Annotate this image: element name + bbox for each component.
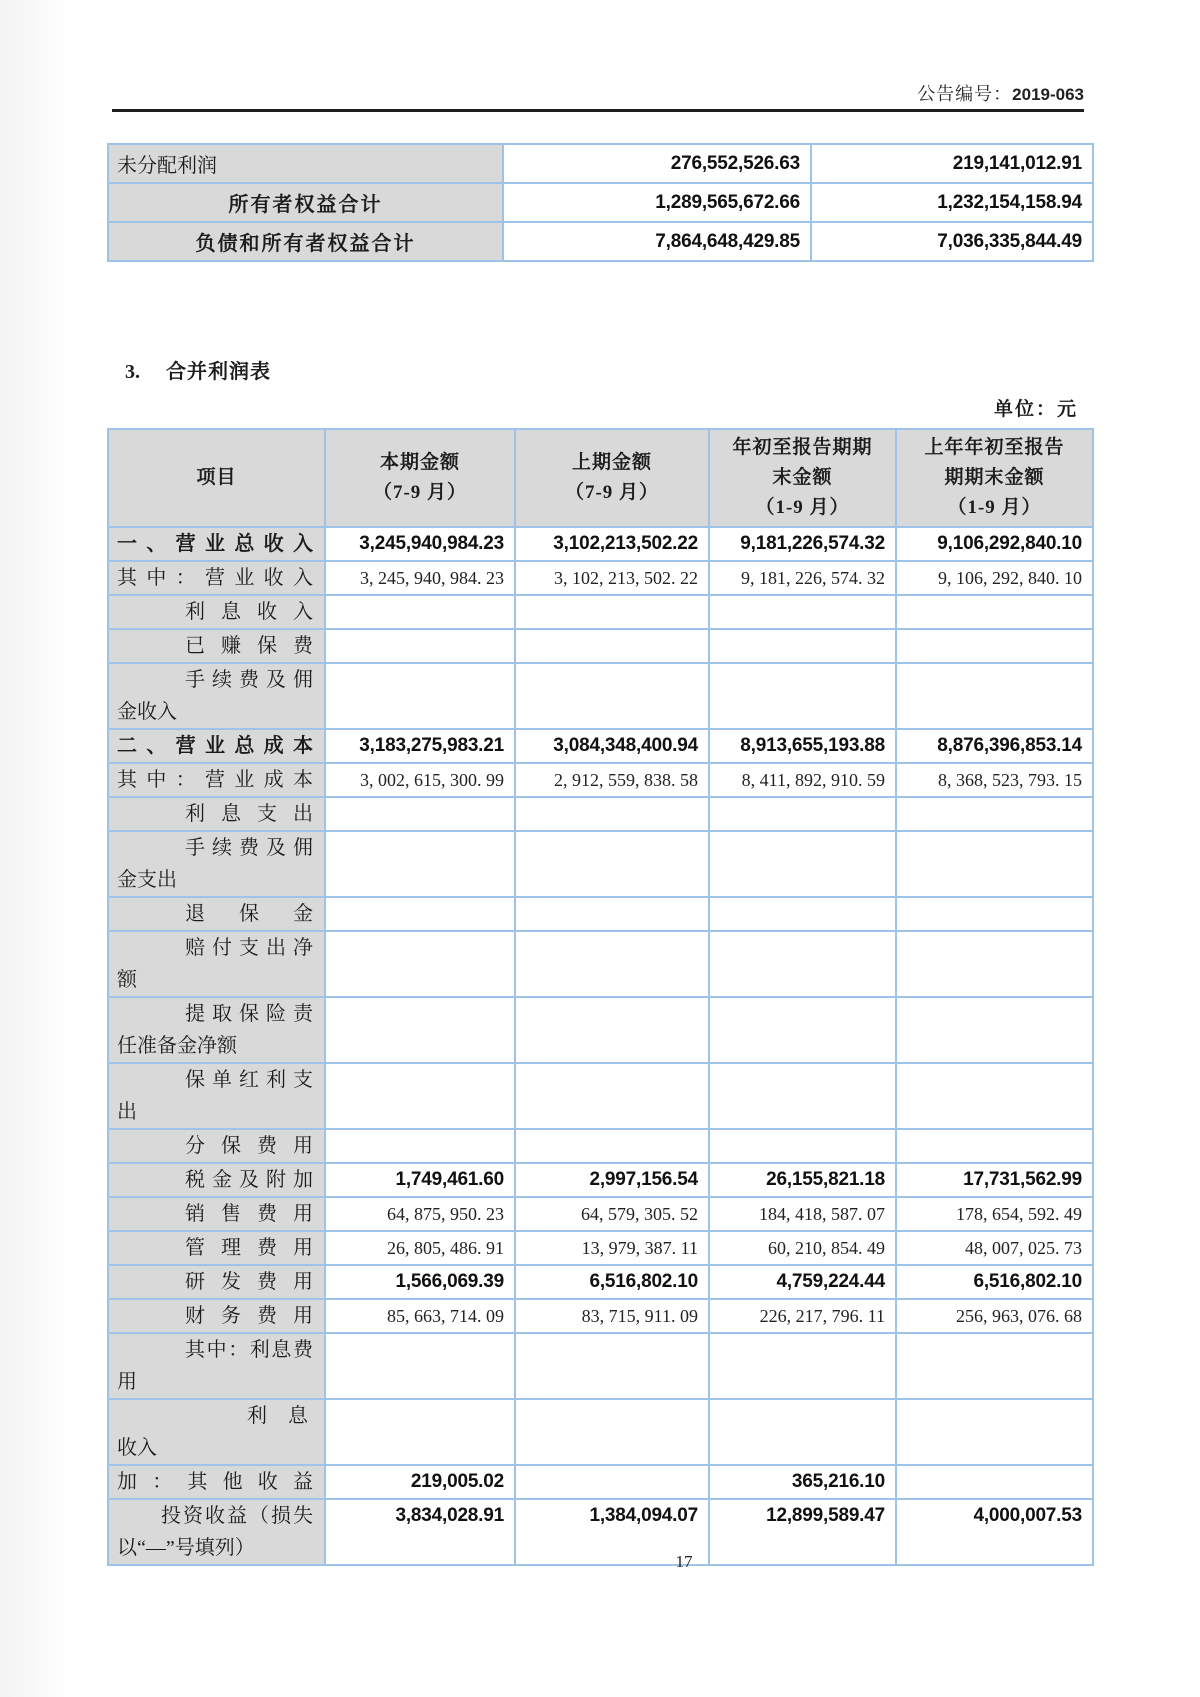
item-label-line: 退保金 [185,903,313,925]
value-cell [709,663,896,729]
value-cell: 2, 912, 559, 838. 58 [515,763,709,797]
item-label [108,763,325,797]
item-label [108,1231,325,1265]
item-label [108,1129,325,1163]
table-row [108,1399,1093,1465]
value-cell [896,595,1093,629]
value-cell [896,1399,1093,1465]
item-label [108,663,325,729]
value-cell: 226, 217, 796. 11 [709,1299,896,1333]
column-header-line: （7-9 月） [564,482,660,503]
table-row [108,1163,1093,1197]
item-label [108,1399,325,1465]
value-cell [515,831,709,897]
table-row [108,1063,1093,1129]
item-label [108,1197,325,1231]
value-cell: 276,552,526.63 [503,144,811,183]
value-cell [709,797,896,831]
item-label [108,997,325,1063]
item-label-line: 出 [117,1101,137,1123]
value-cell: 13, 979, 387. 11 [515,1231,709,1265]
value-cell [515,1465,709,1499]
value-cell: 7,864,648,429.85 [503,222,811,261]
item-label [108,897,325,931]
page-number: 17 [675,1552,693,1571]
value-cell: 9,106,292,840.10 [896,527,1093,561]
column-header-line: 上年年初至报告 [924,437,1065,458]
table-row [108,1333,1093,1399]
value-cell [325,595,515,629]
value-cell [896,997,1093,1063]
item-label [108,1299,325,1333]
column-header-line: （7-9 月） [372,482,468,503]
item-label: 所有者权益合计 [108,183,503,222]
item-label [108,1163,325,1197]
value-cell [325,629,515,663]
column-header-line: （1-9 月） [755,497,850,518]
table-row [108,222,1093,261]
value-cell: 1,232,154,158.94 [811,183,1093,222]
section-title: 合并利润表 [166,361,271,383]
item-label-line: 研发费用 [185,1271,313,1293]
table-row [108,729,1093,763]
table-row [108,663,1093,729]
value-cell: 1,749,461.60 [325,1163,515,1197]
value-cell [896,1333,1093,1399]
announcement-no-value: 2019-063 [1012,85,1084,104]
value-cell [515,1129,709,1163]
column-header-line: （1-9 月） [947,497,1042,518]
value-cell: 365,216.10 [709,1465,896,1499]
item-label-line: 一、营业总收入 [117,533,313,555]
value-cell: 9, 106, 292, 840. 10 [896,561,1093,595]
item-label-line: 任准备金净额 [117,1035,237,1057]
value-cell: 7,036,335,844.49 [811,222,1093,261]
value-cell [515,595,709,629]
value-cell [896,931,1093,997]
column-header [709,429,896,527]
value-cell [325,1333,515,1399]
item-label-line: 金支出 [117,869,177,891]
item-label-line: 利息 [247,1405,308,1427]
column-header [108,429,325,527]
announcement-number [917,80,1084,106]
value-cell: 9, 181, 226, 574. 32 [709,561,896,595]
value-cell [709,931,896,997]
value-cell [709,1399,896,1465]
value-cell [515,797,709,831]
column-header-line: 年初至报告期期 [732,437,873,458]
value-cell: 256, 963, 076. 68 [896,1299,1093,1333]
balance-table [107,143,1094,262]
value-cell: 3, 245, 940, 984. 23 [325,561,515,595]
value-cell: 178, 654, 592. 49 [896,1197,1093,1231]
item-label [108,1465,325,1499]
table-row [108,527,1093,561]
item-label-line: 其中：营业收入 [117,567,313,589]
item-label-line: 用 [117,1371,137,1393]
value-cell [515,629,709,663]
item-label [108,629,325,663]
item-label-line: 其中：利息费 [185,1339,313,1361]
value-cell [515,1063,709,1129]
item-label-line: 利息收入 [185,601,313,623]
value-cell: 4,759,224.44 [709,1265,896,1299]
value-cell: 3,183,275,983.21 [325,729,515,763]
item-label [108,1333,325,1399]
table-row [108,629,1093,663]
value-cell: 6,516,802.10 [515,1265,709,1299]
value-cell: 3, 102, 213, 502. 22 [515,561,709,595]
table-row [108,1299,1093,1333]
item-label-line: 提取保险责 [185,1003,313,1025]
item-label [108,561,325,595]
value-cell: 3, 002, 615, 300. 99 [325,763,515,797]
value-cell [515,663,709,729]
value-cell [709,897,896,931]
value-cell [709,629,896,663]
value-cell: 8, 368, 523, 793. 15 [896,763,1093,797]
item-label-line: 管理费用 [185,1237,313,1259]
item-label [108,1063,325,1129]
value-cell [325,931,515,997]
value-cell: 8,876,396,853.14 [896,729,1093,763]
value-cell [515,931,709,997]
table-row [108,1231,1093,1265]
value-cell: 26, 805, 486. 91 [325,1231,515,1265]
table-row [108,1129,1093,1163]
income-statement-table [107,428,1094,1566]
value-cell [325,997,515,1063]
section-number: 3. [125,361,140,383]
item-label [108,797,325,831]
item-label-line: 金收入 [117,701,177,723]
value-cell [896,897,1093,931]
table-row [108,561,1093,595]
value-cell [709,1129,896,1163]
value-cell: 8, 411, 892, 910. 59 [709,763,896,797]
item-label-line: 二、营业总成本 [117,735,313,757]
column-header-line: 上期金额 [571,452,652,473]
value-cell [896,629,1093,663]
value-cell: 3,084,348,400.94 [515,729,709,763]
value-cell [515,997,709,1063]
item-label [108,931,325,997]
table-row [108,1265,1093,1299]
table-row [108,831,1093,897]
value-cell: 17,731,562.99 [896,1163,1093,1197]
value-cell: 6,516,802.10 [896,1265,1093,1299]
value-cell: 3,102,213,502.22 [515,527,709,561]
item-label-line: 手续费及佣 [185,837,313,859]
value-cell: 64, 875, 950. 23 [325,1197,515,1231]
item-label [108,1499,325,1565]
value-cell [896,1063,1093,1129]
table-row [108,144,1093,183]
value-cell [896,1129,1093,1163]
item-label-line: 赔付支出净 [185,937,313,959]
column-header [325,429,515,527]
column-header-line: 本期金额 [379,452,460,473]
value-cell [896,663,1093,729]
value-cell: 48, 007, 025. 73 [896,1231,1093,1265]
table-row [108,183,1093,222]
header-row [108,429,1093,527]
item-label: 未分配利润 [108,144,503,183]
value-cell [325,1063,515,1129]
value-cell: 219,005.02 [325,1465,515,1499]
value-cell [709,595,896,629]
table-row [108,931,1093,997]
item-label [108,527,325,561]
value-cell: 184, 418, 587. 07 [709,1197,896,1231]
value-cell: 26,155,821.18 [709,1163,896,1197]
value-cell [325,663,515,729]
item-label-line: 销售费用 [185,1203,313,1225]
value-cell: 3,834,028.91 [325,1499,515,1565]
value-cell [709,831,896,897]
section-heading [125,355,271,384]
header-divider-rule [112,109,1084,112]
item-label-line: 财务费用 [185,1305,313,1327]
value-cell: 2,997,156.54 [515,1163,709,1197]
value-cell [709,1063,896,1129]
item-label-line: 投资收益（损失 [161,1505,313,1527]
value-cell [896,797,1093,831]
item-label-line: 手续费及佣 [185,669,313,691]
value-cell [515,897,709,931]
value-cell: 12,899,589.47 [709,1499,896,1565]
item-label [108,729,325,763]
item-label-line: 已赚保费 [185,635,313,657]
value-cell: 1,289,565,672.66 [503,183,811,222]
value-cell [515,1333,709,1399]
value-cell: 9,181,226,574.32 [709,527,896,561]
item-label [108,595,325,629]
table-row [108,763,1093,797]
value-cell: 219,141,012.91 [811,144,1093,183]
item-label-line: 收入 [117,1437,157,1459]
value-cell: 64, 579, 305. 52 [515,1197,709,1231]
table-row [108,997,1093,1063]
value-cell [325,897,515,931]
table-row [108,595,1093,629]
table-row [108,1197,1093,1231]
value-cell [709,997,896,1063]
value-cell: 1,384,094.07 [515,1499,709,1565]
item-label-line: 额 [117,969,137,991]
item-label-line: 以“—”号填列） [117,1537,255,1559]
table-row [108,797,1093,831]
table-row [108,897,1093,931]
column-header-line: 期期末金额 [944,467,1045,488]
value-cell [896,831,1093,897]
value-cell: 4,000,007.53 [896,1499,1093,1565]
value-cell [325,1129,515,1163]
value-cell [325,797,515,831]
value-cell [325,831,515,897]
value-cell [709,1333,896,1399]
value-cell: 60, 210, 854. 49 [709,1231,896,1265]
value-cell: 8,913,655,193.88 [709,729,896,763]
item-label-line: 税金及附加 [185,1169,313,1191]
item-label [108,1265,325,1299]
unit-label: 单位：元 [993,399,1078,420]
table-row [108,1499,1093,1565]
value-cell: 3,245,940,984.23 [325,527,515,561]
column-header-line: 末金额 [772,467,833,488]
announcement-label: 公告编号： [917,84,1013,104]
value-cell [896,1465,1093,1499]
value-cell: 1,566,069.39 [325,1265,515,1299]
item-label-line: 利息支出 [185,803,313,825]
item-label [108,831,325,897]
value-cell: 85, 663, 714. 09 [325,1299,515,1333]
table-row [108,1465,1093,1499]
value-cell: 83, 715, 911. 09 [515,1299,709,1333]
column-header [515,429,709,527]
column-header-line: 项目 [196,467,237,488]
item-label: 负债和所有者权益合计 [108,222,503,261]
value-cell [515,1399,709,1465]
item-label-line: 加：其他收益 [117,1471,313,1493]
column-header [896,429,1093,527]
value-cell [325,1399,515,1465]
item-label-line: 其中：营业成本 [117,769,313,791]
item-label-line: 保单红利支 [185,1069,313,1091]
item-label-line: 分保费用 [185,1135,313,1157]
